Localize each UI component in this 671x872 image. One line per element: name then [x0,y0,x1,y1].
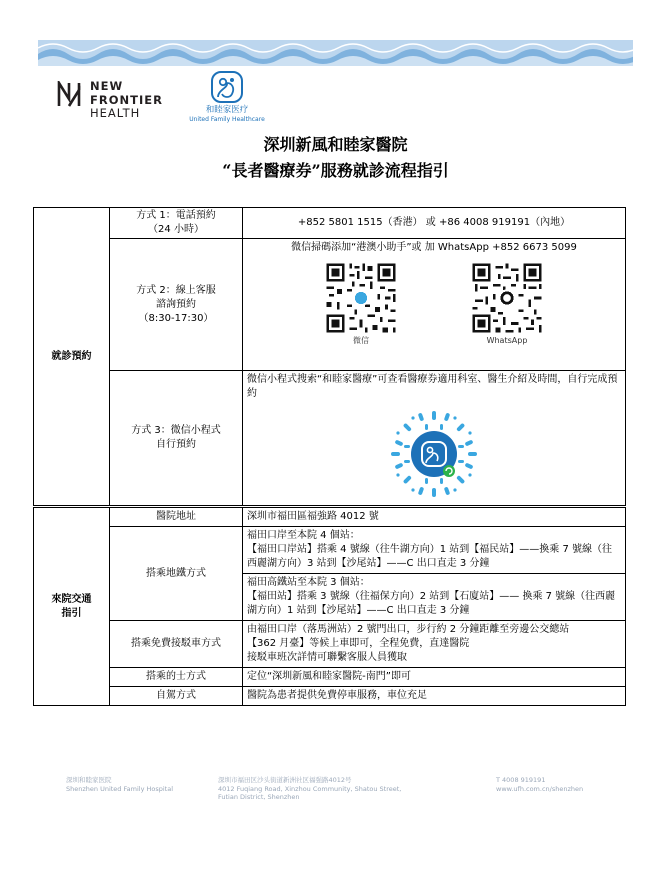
address-value: 深圳市福田區福強路 4012 號 [243,508,626,527]
method1-content: +852 5801 1515（香港） 或 +86 4008 919191（內地） [243,208,626,239]
united-family-healthcare-logo [186,70,268,130]
shuttle-info [243,621,626,668]
footer-name-cn: 深圳和睦家医院 [66,776,112,784]
metro-route-a-title: 福田口岸至本院 4 個站： [247,530,360,541]
method3-content: 微信小程式搜索“和睦家醫療”可查看醫療券適用科室、醫生介紹及時間，自行完成預約 [247,374,618,399]
metro-route-a [243,527,626,574]
transport-heading-line2: 指引 [61,607,82,619]
whatsapp-qr-code-icon [470,261,544,335]
method3-label-line1: 方式 3：微信小程式 [131,425,221,436]
footer-phone: T 4008 919191 [496,776,546,784]
nfh-logo-word-3: HEALTH [90,106,141,120]
method2-label [110,239,243,371]
method2-content: 微信掃碼添加“港澳小助手”或 加 WhatsApp +852 6673 5099 [291,242,577,253]
method1-label-line1: 方式 1：電話預約 [136,210,216,221]
ufh-logo-cn: 和睦家医疗 [205,105,249,115]
method3-label-line2: 自行預約 [156,439,196,450]
new-frontier-health-logo [57,80,167,124]
shuttle-line-2: 【362 月臺】等候上車即可，全程免費，直達醫院 [247,638,470,649]
transport-heading-line1: 來院交通 [51,593,92,605]
shuttle-line-1: 由福田口岸（落馬洲站）2 號門出口，步行約 2 分鐘距離至旁邊公交總站 [247,624,570,635]
method1-label [110,208,243,239]
shuttle-label: 搭乘免費接駁車方式 [110,621,243,668]
page-subtitle: “長者醫療券”服務就診流程指引 [222,161,449,180]
footer-addr-en-1: 4012 Fuqiang Road, Xinzhou Community, Shatou Street, [218,784,402,793]
method2-content-cell [243,239,626,371]
metro-route-a-body: 【福田口岸站】搭乘 4 號線（往牛湖方向）1 站到【福民站】——換乘 7 號線（往西麗湖方向）3 站到【沙尾站】——C 出口直走 3 分鐘 [247,544,612,569]
whatsapp-qr-block [469,261,545,346]
taxi-value: 定位“深圳新風和睦家醫院-南門”即可 [243,668,626,687]
whatsapp-qr-caption: WhatsApp [486,336,528,345]
footer-addr-en-2: Futian District, Shenzhen [218,793,300,801]
footer-contact [496,776,583,793]
appointment-heading: 就診預約 [34,208,110,506]
method2-label-line2: 諮詢預約 [156,298,196,310]
drive-label: 自駕方式 [110,687,243,706]
wechat-qr-code-icon [324,261,398,335]
wechat-qr-block [323,261,399,346]
metro-route-b-body: 【福田站】搭乘 3 號線（往福保方向）2 站到【石廈站】—— 換乘 7 號線（往西麗湖方向）1 站到【沙尾站】——C 出口直走 3 分鐘 [247,591,616,616]
method3-label [110,371,243,506]
nfh-logo-word-2: FRONTIER [90,92,163,107]
footer-name-en: Shenzhen United Family Hospital [66,784,174,793]
metro-label: 搭乘地鐵方式 [110,527,243,621]
metro-route-b-title: 福田高鐵站至本院 3 個站： [247,577,370,588]
taxi-label: 搭乘的士方式 [110,668,243,687]
footer-website-link[interactable]: www.ufh.com.cn/shenzhen [496,784,584,793]
transport-table [33,507,626,706]
wechat-qr-caption: 微信 [353,336,369,345]
page-title: 深圳新風和睦家醫院 [263,135,408,154]
footer-address [218,776,401,802]
transport-heading [34,508,110,706]
header-wave-banner [38,40,633,66]
nfh-mark-icon [57,81,81,107]
method3-content-cell [243,371,626,506]
ufh-logo-en: United Family Healthcare [189,116,265,123]
address-label: 醫院地址 [110,508,243,527]
nfh-logo-word-1: NEW [90,79,124,93]
appointment-table [33,207,626,506]
method1-label-line2: （24 小時） [148,224,204,235]
footer-addr-cn: 深圳市福田区沙头街道新洲社区福强路4012号 [218,776,352,784]
footer-hospital-name [66,776,173,793]
method2-label-line3: （8:30-17:30） [138,312,214,324]
shuttle-line-3: 接駁車班次詳情可聯繫客服人員獲取 [247,652,407,663]
ufh-family-icon [210,70,244,104]
metro-route-b [243,574,626,621]
drive-value: 醫院為患者提供免費停車服務，車位充足 [243,687,626,706]
method2-label-line1: 方式 2：線上客服 [136,284,216,296]
mini-program-code-icon [389,409,479,499]
